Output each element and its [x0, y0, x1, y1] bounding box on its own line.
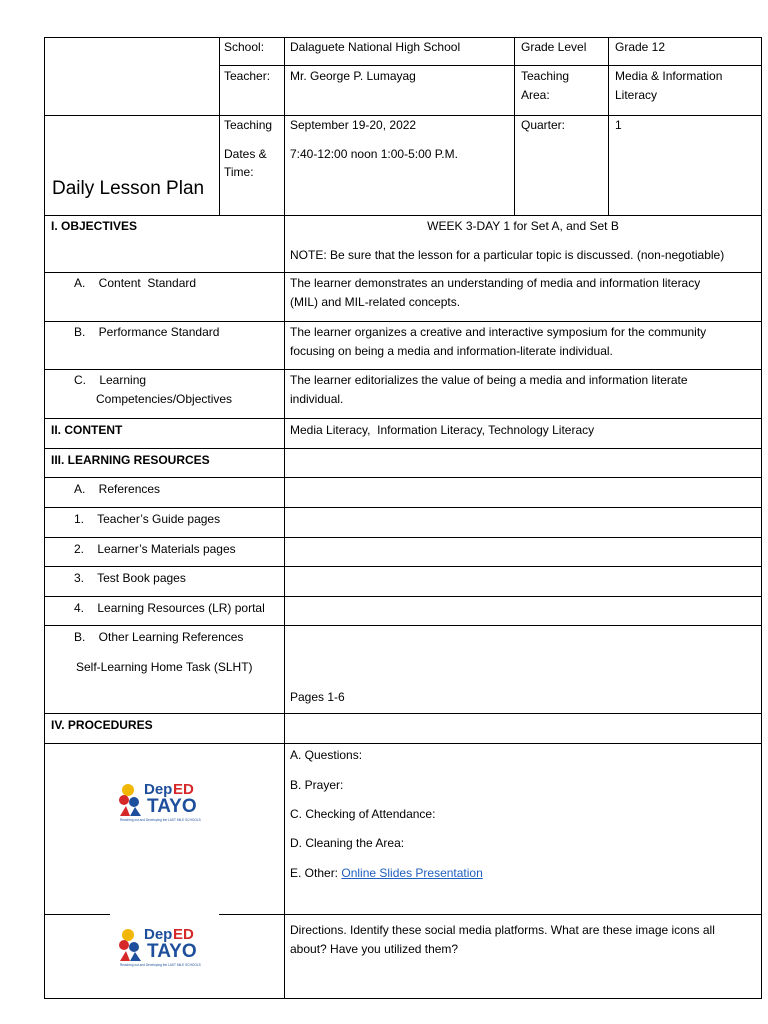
content-standard-text: The learner demonstrates an understanding of media and information literacy [290, 276, 701, 290]
procedure-item: D. Cleaning the Area: [290, 836, 405, 850]
references-label: A. References [74, 482, 161, 496]
grid-line [44, 914, 110, 915]
grid-line [44, 369, 762, 370]
svg-text:Reaching out and Developing th: Reaching out and Developing the LAST MILE SCHOOLS [120, 818, 201, 822]
note-text: NOTE: Be sure that the lesson for a particular topic is discussed. (non-negotiable) [290, 248, 725, 262]
grid-line [284, 37, 285, 999]
other-prefix: E. Other: [290, 866, 342, 880]
svg-text:ED: ED [173, 926, 194, 943]
grid-line [44, 507, 762, 508]
procedures-heading: IV. PROCEDURES [51, 718, 153, 732]
grid-line [514, 37, 515, 215]
teacher-label: Teacher: [224, 69, 271, 83]
content-heading: II. CONTENT [51, 423, 123, 437]
grid-line [761, 37, 762, 999]
grid-line [44, 566, 762, 567]
content-standard-text: (MIL) and MIL-related concepts. [290, 295, 461, 309]
area-value: Literacy [615, 88, 658, 102]
deped-tayo-logo [116, 921, 216, 967]
directions-text: about? Have you utilized them? [290, 942, 459, 956]
school-value: Dalaguete National High School [290, 40, 461, 54]
school-label: School: [224, 40, 265, 54]
grid-line [44, 998, 762, 999]
grid-line [608, 37, 609, 215]
procedure-item: B. Prayer: [290, 778, 344, 792]
content-value: Media Literacy, Information Literacy, Technology Literacy [290, 423, 595, 437]
dates-label: Teaching [224, 118, 273, 132]
content-standard-label: A. Content Standard [74, 276, 197, 290]
quarter-value: 1 [615, 118, 622, 132]
teacher-value: Mr. George P. Lumayag [290, 69, 416, 83]
area-value: Media & Information [615, 69, 723, 83]
deped-tayo-logo [116, 776, 216, 822]
resources-heading: III. LEARNING RESOURCES [51, 453, 210, 467]
competencies-label: Competencies/Objectives [96, 392, 233, 406]
slht-label: Self-Learning Home Task (SLHT) [76, 660, 253, 674]
procedure-item-other [290, 864, 483, 882]
area-label: Teaching [521, 69, 570, 83]
deped-tayo-logo-icon [116, 776, 216, 822]
grid-line [219, 65, 762, 66]
grid-line [44, 537, 762, 538]
procedure-item: C. Checking of Attendance: [290, 807, 436, 821]
grid-line [44, 713, 762, 714]
competencies-text: The learner editorializes the value of being a media and information literate [290, 373, 688, 387]
performance-standard-label: B. Performance Standard [74, 325, 220, 339]
time-value: 7:40-12:00 noon 1:00-5:00 P.M. [290, 147, 458, 161]
competencies-label: C. Learning [74, 373, 147, 387]
grid-line [219, 914, 284, 915]
grid-line [44, 418, 762, 419]
area-label: Area: [521, 88, 550, 102]
learners-materials-label: 2. Learner’s Materials pages [74, 542, 236, 556]
svg-text:Dep: Dep [144, 926, 173, 943]
grid-line [44, 596, 762, 597]
dates-label: Time: [224, 165, 254, 179]
directions-text: Directions. Identify these social media platforms. What are these image icons all [290, 923, 715, 937]
grade-label: Grade Level [521, 40, 587, 54]
quarter-label: Quarter: [521, 118, 566, 132]
grid-line [219, 37, 220, 215]
grid-line [284, 914, 762, 915]
objectives-heading: I. OBJECTIVES [51, 219, 138, 233]
pages-value: Pages 1-6 [290, 690, 345, 704]
grid-line [44, 37, 45, 999]
deped-tayo-logo-icon [116, 921, 216, 967]
procedure-item: A. Questions: [290, 748, 363, 762]
week-label: WEEK 3-DAY 1 for Set A, and Set B [427, 219, 619, 233]
grid-line [44, 215, 762, 216]
grid-line [44, 743, 762, 744]
svg-text:Dep: Dep [144, 781, 173, 798]
lr-portal-label: 4. Learning Resources (LR) portal [74, 601, 265, 615]
grid-line [44, 448, 762, 449]
dates-label: Dates & [224, 147, 267, 161]
other-references-label: B. Other Learning References [74, 630, 244, 644]
grid-line [44, 272, 762, 273]
svg-text:TAYO: TAYO [147, 941, 197, 962]
test-book-label: 3. Test Book pages [74, 571, 186, 585]
teachers-guide-label: 1. Teacher’s Guide pages [74, 512, 221, 526]
online-slides-link[interactable]: Online Slides Presentation [341, 866, 483, 880]
svg-text:Reaching out and Developing th: Reaching out and Developing the LAST MILE SCHOOLS [120, 963, 201, 967]
page-title: Daily Lesson Plan [52, 178, 205, 199]
competencies-text: individual. [290, 392, 344, 406]
grade-value: Grade 12 [615, 40, 666, 54]
svg-text:ED: ED [173, 781, 194, 798]
performance-standard-text: The learner organizes a creative and interactive symposium for the community [290, 325, 707, 339]
grid-line [44, 321, 762, 322]
performance-standard-text: focusing on being a media and information-literate individual. [290, 344, 613, 358]
grid-line [44, 625, 762, 626]
dates-value: September 19-20, 2022 [290, 118, 417, 132]
grid-line [44, 477, 762, 478]
svg-text:TAYO: TAYO [147, 796, 197, 817]
